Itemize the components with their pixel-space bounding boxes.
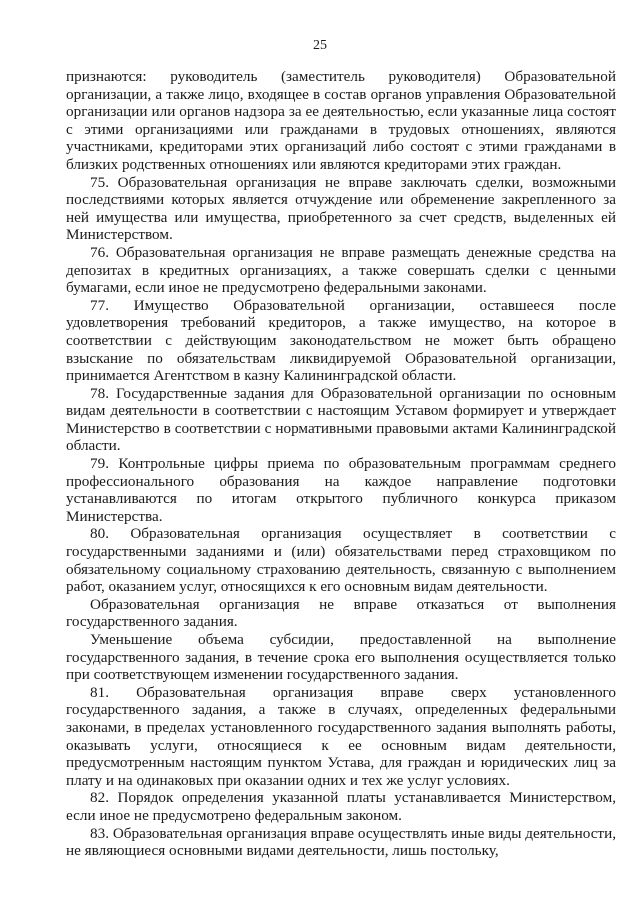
- paragraph-79: 79. Контрольные цифры приема по образовательным программам среднего профессионального образования на каждое направление подготовки устанавливаются по итогам открытого публичного конкурса приказом Министерства.: [66, 455, 616, 525]
- paragraph-80: 80. Образовательная организация осуществляет в соответствии с государственными заданиями и (или) обязательствами перед страховщиком по обязательному социальному страхованию деятельность, связанную с выполнением работ, оказанием услуг, относящихся к его основным видам деятельности.: [66, 525, 616, 596]
- paragraph-76: 76. Образовательная организация не вправе размещать денежные средства на депозитах в кредитных организациях, а также совершать сделки с ценными бумагами, если иное не предусмотрено федеральными законами.: [66, 243, 616, 297]
- paragraph-83: 83. Образовательная организация вправе осуществлять иные виды деятельности, не являющиеся основными видами деятельности, лишь постольку,: [66, 824, 616, 860]
- paragraph-80-subsidy: Уменьшение объема субсидии, предоставленной на выполнение государственного задания, в течение срока его выполнения осуществляется только при соответствующем изменении государственного задания.: [66, 631, 616, 684]
- paragraph-77: 77. Имущество Образовательной организации, оставшееся после удовлетворения требований кредиторов, а также имущество, на которое в соответствии с действующим законодательством не может быть обращено взыскание по обязательствам ликвидируемой Образовательной организации, принимается Агентством в казну Калининградской области.: [66, 296, 616, 385]
- paragraph-75: 75. Образовательная организация не вправе заключать сделки, возможными последствиями которых является отчуждение или обременение закрепленного за ней имущества или имущества, приобретенного за счет средств, выделенных ей Министерством.: [66, 173, 616, 244]
- paragraph-82: 82. Порядок определения указанной платы устанавливается Министерством, если иное не предусмотрено федеральным законом.: [66, 789, 616, 824]
- paragraph-80-refusal: Образовательная организация не вправе отказаться от выполнения государственного задания.: [66, 595, 616, 631]
- paragraph-continuation: признаются: руководитель (заместитель руководителя) Образовательной организации, а также лицо, входящее в состав органов управления Образовательной организации или органов надзора за ее деятельностью, если указанные лица состоят с этими организациями или гражданами в трудовых отношениях, являются участниками, кредиторами этих организаций либо состоят с этими гражданами в близких родственных отношениях или являются кредиторами этих граждан.: [66, 68, 616, 173]
- paragraph-81: 81. Образовательная организация вправе сверх установленного государственного задания, а также в случаях, определенных федеральными законами, в пределах установленного государственного задания выполнять работы, оказывать услуги, относящиеся к ее основным видам деятельности, предусмотренным настоящим пунктом Устава, для граждан и юридических лиц за плату и на одинаковых при оказании одних и тех же услуг условиях.: [66, 683, 616, 789]
- page-number: 25: [313, 38, 327, 53]
- document-body: [66, 68, 616, 860]
- paragraph-78: 78. Государственные задания для Образовательной организации по основным видам деятельности в соответствии с настоящим Уставом формирует и утверждает Министерство в соответствии с нормативными правовыми актами Калининградской области.: [66, 384, 616, 455]
